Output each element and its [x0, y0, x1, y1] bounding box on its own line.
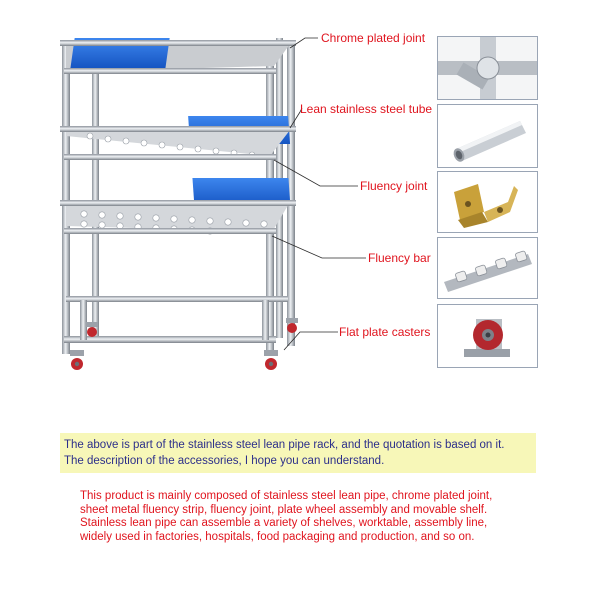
callout-label-fluency-joint: Fluency joint [360, 179, 428, 193]
fluency-bar-icon [437, 237, 538, 299]
description-line-2: sheet metal fluency strip, fluency joint, plate wheel assembly and movable shelf. [80, 503, 488, 516]
steel-tube-icon [437, 104, 538, 168]
notice-line-2: The description of the accessories, I hope you can understand. [64, 455, 385, 467]
callout-label-lean-stainless-steel-tube: Lean stainless steel tube [300, 102, 433, 116]
callout-label-chrome-plated-joint: Chrome plated joint [321, 31, 426, 45]
chrome-joint-icon [437, 36, 538, 100]
description-line-1: This product is mainly composed of stainless steel lean pipe, chrome plated joint, [80, 490, 493, 502]
callout-label-fluency-bar: Fluency bar [368, 251, 431, 265]
notice-band [60, 433, 536, 473]
fluency-joint-icon [437, 171, 538, 233]
callout-label-flat-plate-casters: Flat plate casters [339, 325, 431, 339]
notice-line-1: The above is part of the stainless steel lean pipe rack, and the quotation is based on it. [64, 439, 505, 451]
description-line-4: widely used in factories, hospitals, food packaging and production, and so on. [80, 530, 475, 543]
caster-icon [437, 304, 538, 368]
description-line-3: Stainless lean pipe can assemble a variety of shelves, worktable, assembly line, [80, 517, 488, 530]
product-description [80, 490, 550, 544]
